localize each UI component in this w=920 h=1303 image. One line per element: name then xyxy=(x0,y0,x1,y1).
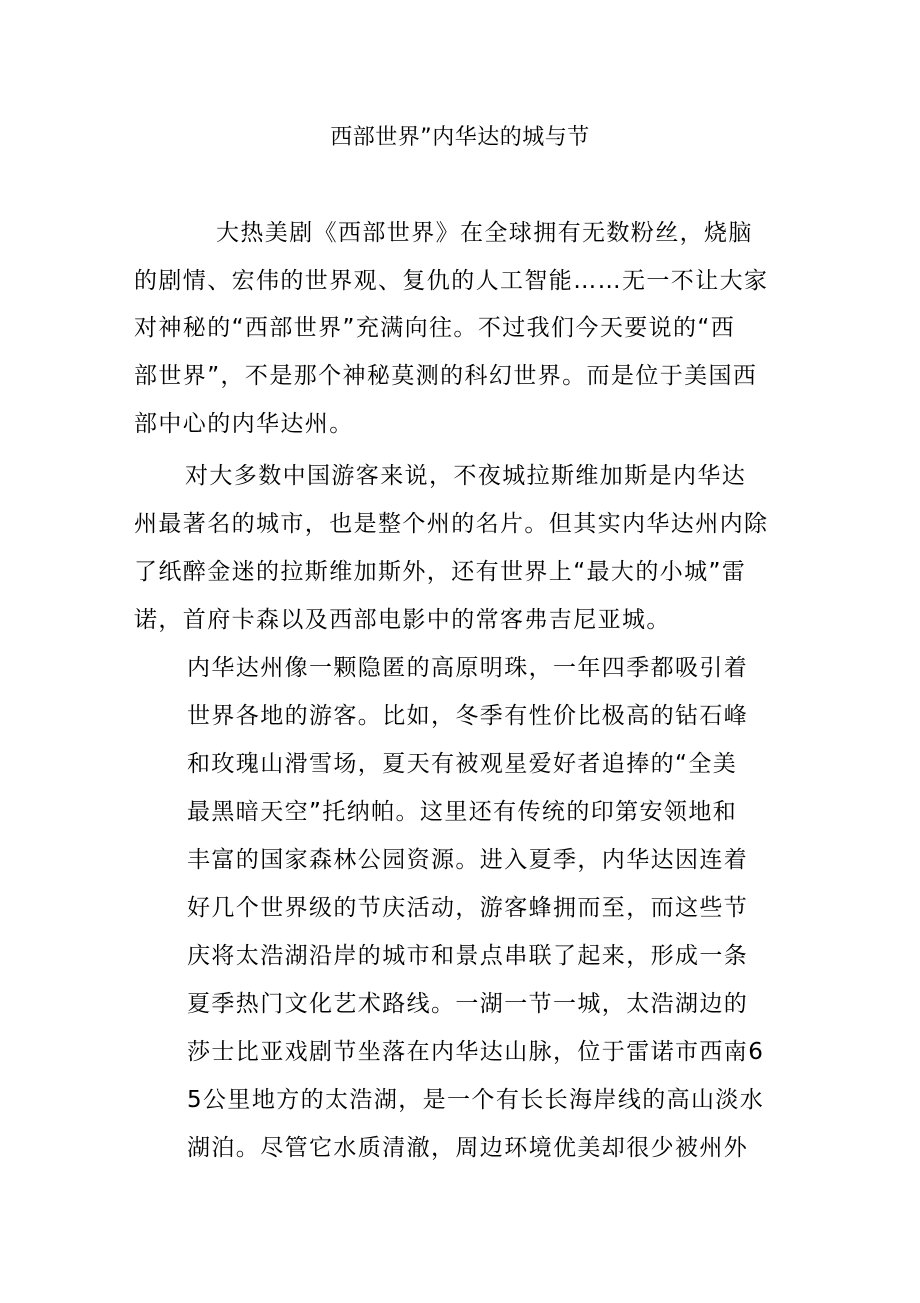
document-title: 西部世界”内华达的城与节 xyxy=(330,125,590,150)
paragraph-1-line-1: 大热美剧《西部世界》在全球拥有无数粉丝，烧脑 xyxy=(216,220,753,246)
paragraph-2-line-4: 诺，首府卡森以及西部电影中的常客弗吉尼亚城。 xyxy=(134,607,671,633)
paragraph-2-line-1: 对大多数中国游客来说，不夜城拉斯维加斯是内华达 xyxy=(185,463,747,489)
paragraph-3-line-1: 内华达州像一颗隐匿的高原明珠，一年四季都吸引着 xyxy=(187,655,749,681)
paragraph-1-line-3: 对神秘的“西部世界”充满向往。不过我们今天要说的“西 xyxy=(134,315,736,341)
paragraph-3-line-5: 丰富的国家森林公园资源。进入夏季，内华达因连着 xyxy=(187,847,749,873)
paragraph-3-line-6: 好几个世界级的节庆活动，游客蜂拥而至，而这些节 xyxy=(187,895,749,921)
paragraph-1-line-5: 部中心的内华达州。 xyxy=(134,411,354,437)
paragraph-3-line-10: 5公里地方的太浩湖，是一个有长长海岸线的高山淡水 xyxy=(187,1087,765,1113)
paragraph-3-line-11: 湖泊。尽管它水质清澈，周边环境优美却很少被州外 xyxy=(187,1135,749,1161)
paragraph-3-line-2: 世界各地的游客。比如，冬季有性价比极高的钻石峰 xyxy=(187,703,749,729)
paragraph-3-line-4: 最黑暗天空”托纳帕。这里还有传统的印第安领地和 xyxy=(187,799,738,825)
paragraph-3-line-3: 和玫瑰山滑雪场，夏天有被观星爱好者追捧的“全美 xyxy=(187,751,738,777)
paragraph-1-line-4: 部世界”，不是那个神秘莫测的科幻世界。而是位于美国西 xyxy=(134,363,758,389)
paragraph-3-line-8: 夏季热门文化艺术路线。一湖一节一城，太浩湖边的 xyxy=(187,991,749,1017)
paragraph-2-line-2: 州最著名的城市，也是整个州的名片。但其实内华达州内除 xyxy=(134,511,769,537)
paragraph-3-line-9: 莎士比亚戏剧节坐落在内华达山脉，位于雷诺市西南6 xyxy=(187,1039,765,1065)
paragraph-1-line-2: 的剧情、宏伟的世界观、复仇的人工智能……无一不让大家 xyxy=(134,268,769,294)
paragraph-3-line-7: 庆将太浩湖沿岸的城市和景点串联了起来，形成一条 xyxy=(187,943,749,969)
paragraph-2-line-3: 了纸醉金迷的拉斯维加斯外，还有世界上“最大的小城”雷 xyxy=(134,559,747,585)
